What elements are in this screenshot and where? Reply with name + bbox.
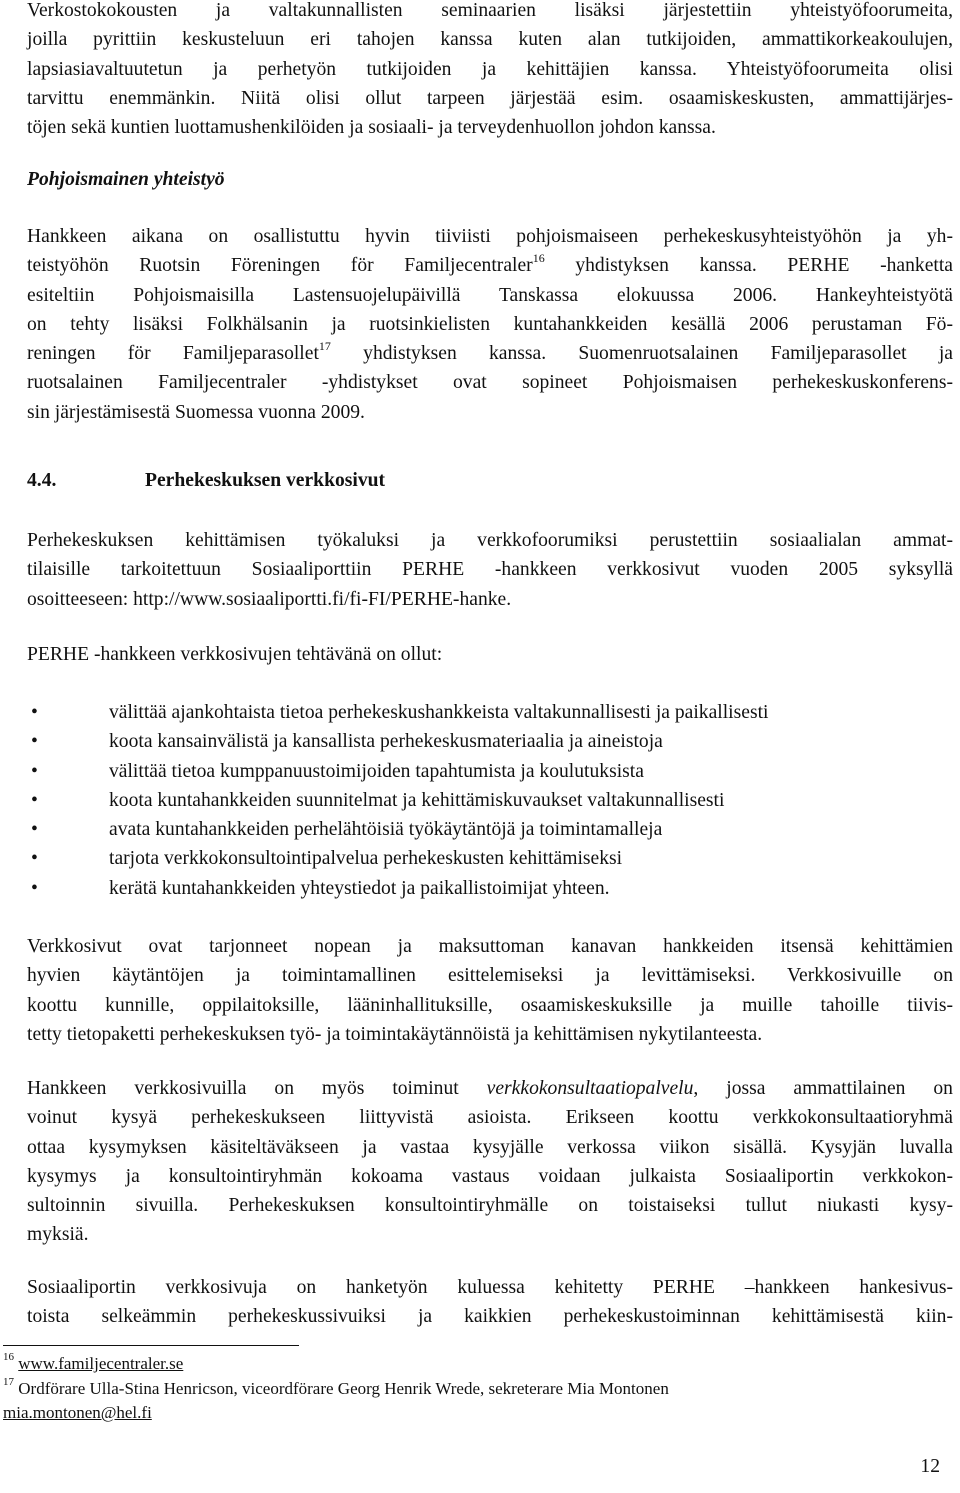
list-item bbox=[27, 698, 953, 727]
list-item bbox=[27, 757, 953, 786]
footnote-email-link[interactable]: mia.montonen@hel.fi bbox=[3, 1403, 152, 1422]
consultation-service-term: verkkokonsultaatiopalvelu bbox=[486, 1078, 694, 1099]
summary-line: koottu kunnille, oppilaitoksille, lääninhallituksille, osaamiskeskuksille ja muille tahoille tiivis- bbox=[27, 994, 953, 1016]
intro-line: joilla pyrittiin keskusteluun eri tahojen kanssa kuten alan tutkijoiden, ammattikorkeakoulujen, bbox=[27, 29, 953, 51]
footnote-ref-17: 17 bbox=[318, 338, 331, 353]
development-line: Sosiaaliportin verkkosivuja on hanketyön kuluessa kehitetty PERHE –hankkeen hankesivus- bbox=[27, 1277, 953, 1298]
page-number: 12 bbox=[920, 1456, 940, 1477]
consultation-line: ottaa kysymyksen käsiteltäväkseen ja vastaa kysyjälle verkossa viikon sisällä. Kysyjän luvalla bbox=[27, 1136, 953, 1158]
bullet-icon: • bbox=[31, 760, 38, 782]
bullet-icon: • bbox=[31, 731, 38, 753]
list-item-text: tarjota verkkokonsultointipalvelua perhekeskusten kehittämiseksi bbox=[109, 848, 623, 870]
nordic-line: sin järjestämisestä Suomessa vuonna 2009. bbox=[27, 401, 365, 423]
websites-line: Perhekeskuksen kehittämisen työkaluksi ja verkkofoorumiksi perustettiin sosiaalialan ammat- bbox=[27, 530, 953, 551]
section-title: Perhekeskuksen verkkosivut bbox=[145, 470, 386, 491]
footnote-17 bbox=[3, 1377, 669, 1400]
intro-line: töjen sekä kuntien luottamushenkilöiden ja sosiaali- ja terveydenhuollon johdon kanssa. bbox=[27, 117, 716, 139]
intro-line: Verkostokokousten ja valtakunnallisten seminaarien lisäksi järjestettiin yhteistyöfoorumeita, bbox=[27, 0, 953, 21]
list-item bbox=[27, 727, 953, 756]
footnote-divider bbox=[3, 1345, 299, 1346]
nordic-text: yhdistyksen kanssa. PERHE -hanketta bbox=[544, 255, 953, 277]
nordic-paragraph bbox=[27, 222, 953, 427]
summary-line: tetty tietopaketti perhekeskuksen työ- ja toimintakäytännöistä ja kehittämisen nykytilanteesta. bbox=[27, 1023, 763, 1045]
footnote-number: 17 bbox=[3, 1376, 14, 1389]
summary-line: hyvien käytäntöjen ja toimintamallinen esittelemiseksi ja levittämiseksi. Verkkosivuille on bbox=[27, 965, 953, 987]
list-item bbox=[27, 844, 953, 873]
tasks-intro: PERHE -hankkeen verkkosivujen tehtävänä on ollut: bbox=[27, 644, 443, 665]
consultation-line: myksiä. bbox=[27, 1224, 89, 1246]
list-item-text: avata kuntahankkeiden perhelähtöisiä työkäytäntöjä ja toimintamalleja bbox=[109, 819, 663, 841]
websites-line: osoitteeseen: http://www.sosiaaliportti.fi/fi-FI/PERHE-hanke. bbox=[27, 588, 512, 610]
consultation-line: sultoinnin sivuilla. Perhekeskuksen konsultointiryhmälle on toistaiseksi tullut niukasti kysy- bbox=[27, 1195, 953, 1217]
intro-line: tarvittu enemmänkin. Niitä olisi ollut tarpeen järjestää esim. osaamiskeskusten, ammattijärjes- bbox=[27, 87, 953, 109]
bullet-icon: • bbox=[31, 819, 38, 841]
websites-paragraph bbox=[27, 526, 953, 614]
consultation-line: voinut kysyä perhekeskukseen liittyvistä asioista. Erikseen koottu verkkokonsultaatioryhmä bbox=[27, 1107, 953, 1129]
nordic-line: on tehty lisäksi Folkhälsanin ja ruotsinkielisten kuntahankkeiden kesällä 2006 perustaman Fö- bbox=[27, 313, 953, 335]
list-item bbox=[27, 874, 953, 903]
consultation-line bbox=[27, 1074, 953, 1103]
development-paragraph bbox=[27, 1273, 953, 1332]
list-item-text: koota kuntahankkeiden suunnitelmat ja kehittämiskuvaukset valtakunnallisesti bbox=[109, 789, 725, 811]
nordic-line: esiteltiin Pohjoismaisilla Lastensuojelupäivillä Tanskassa elokuussa 2006. Hankeyhteistyötä bbox=[27, 284, 953, 306]
intro-paragraph bbox=[27, 0, 953, 142]
consultation-text: , jossa ammattilainen on bbox=[693, 1078, 953, 1099]
development-line: toista selkeämmin perhekeskussivuiksi ja kaikkien perhekeskustoiminnan kehittämisestä kiin- bbox=[27, 1306, 953, 1328]
nordic-line bbox=[27, 339, 953, 368]
footnote-16 bbox=[3, 1352, 183, 1375]
websites-line: tilaisille tarkoitettuun Sosiaaliporttiin PERHE -hankkeen verkkosivut vuoden 2005 syksyllä bbox=[27, 559, 953, 581]
nordic-line: ruotsalainen Familjecentraler -yhdistykset ovat sopineet Pohjoismaisen perhekeskuskonferens- bbox=[27, 372, 953, 394]
consultation-line: kysymys ja konsultointiryhmän kokoama vastaus voidaan julkaista Sosiaaliportin verkkokon- bbox=[27, 1165, 953, 1187]
footnote-text: Ordförare Ulla-Stina Henricson, viceordförare Georg Henrik Wrede, sekreterare Mia Montonen bbox=[14, 1379, 669, 1398]
summary-line: Verkkosivut ovat tarjonneet nopean ja maksuttoman kanavan hankkeiden itsensä kehittämien bbox=[27, 936, 953, 957]
consultation-paragraph bbox=[27, 1074, 953, 1250]
bullet-icon: • bbox=[31, 848, 38, 870]
tasks-list bbox=[27, 698, 953, 903]
nordic-line bbox=[27, 251, 953, 280]
list-item-text: välittää ajankohtaista tietoa perhekeskushankkeista valtakunnallisesti ja paikallisesti bbox=[109, 702, 769, 723]
nordic-text: reningen för Familjeparasollet bbox=[27, 343, 319, 365]
list-item-text: välittää tietoa kumppanuustoimijoiden tapahtumista ja koulutuksista bbox=[109, 760, 644, 782]
list-item bbox=[27, 786, 953, 815]
nordic-heading: Pohjoismainen yhteistyö bbox=[27, 169, 225, 190]
intro-line: lapsiasiavaltuutetun ja perhetyön tutkijoiden ja kehittäjien kanssa. Yhteistyöfoorumeita olisi bbox=[27, 58, 953, 80]
bullet-icon: • bbox=[31, 877, 38, 899]
footnote-number: 16 bbox=[3, 1351, 14, 1364]
consultation-text: Hankkeen verkkosivuilla on myös toiminut bbox=[27, 1078, 487, 1099]
bullet-icon: • bbox=[31, 789, 38, 811]
websites-summary-paragraph bbox=[27, 932, 953, 1049]
bullet-icon: • bbox=[31, 702, 38, 723]
list-item bbox=[27, 815, 953, 844]
footnote-link[interactable]: www.familjecentraler.se bbox=[18, 1354, 184, 1373]
nordic-text: teistyöhön Ruotsin Föreningen för Familjecentraler bbox=[27, 255, 533, 277]
nordic-line: Hankkeen aikana on osallistuttu hyvin tiiviisti pohjoismaiseen perhekeskusyhteistyöhön ja yh- bbox=[27, 226, 953, 247]
section-number: 4.4. bbox=[27, 470, 57, 491]
list-item-text: kerätä kuntahankkeiden yhteystiedot ja paikallistoimijat yhteen. bbox=[109, 877, 610, 899]
footnote-17-email bbox=[3, 1401, 152, 1424]
list-item-text: koota kansainvälistä ja kansallista perhekeskusmateriaalia ja aineistoja bbox=[109, 731, 663, 753]
footnote-ref-16: 16 bbox=[532, 250, 545, 265]
nordic-text: yhdistyksen kanssa. Suomenruotsalainen Familjeparasollet ja bbox=[330, 343, 953, 365]
